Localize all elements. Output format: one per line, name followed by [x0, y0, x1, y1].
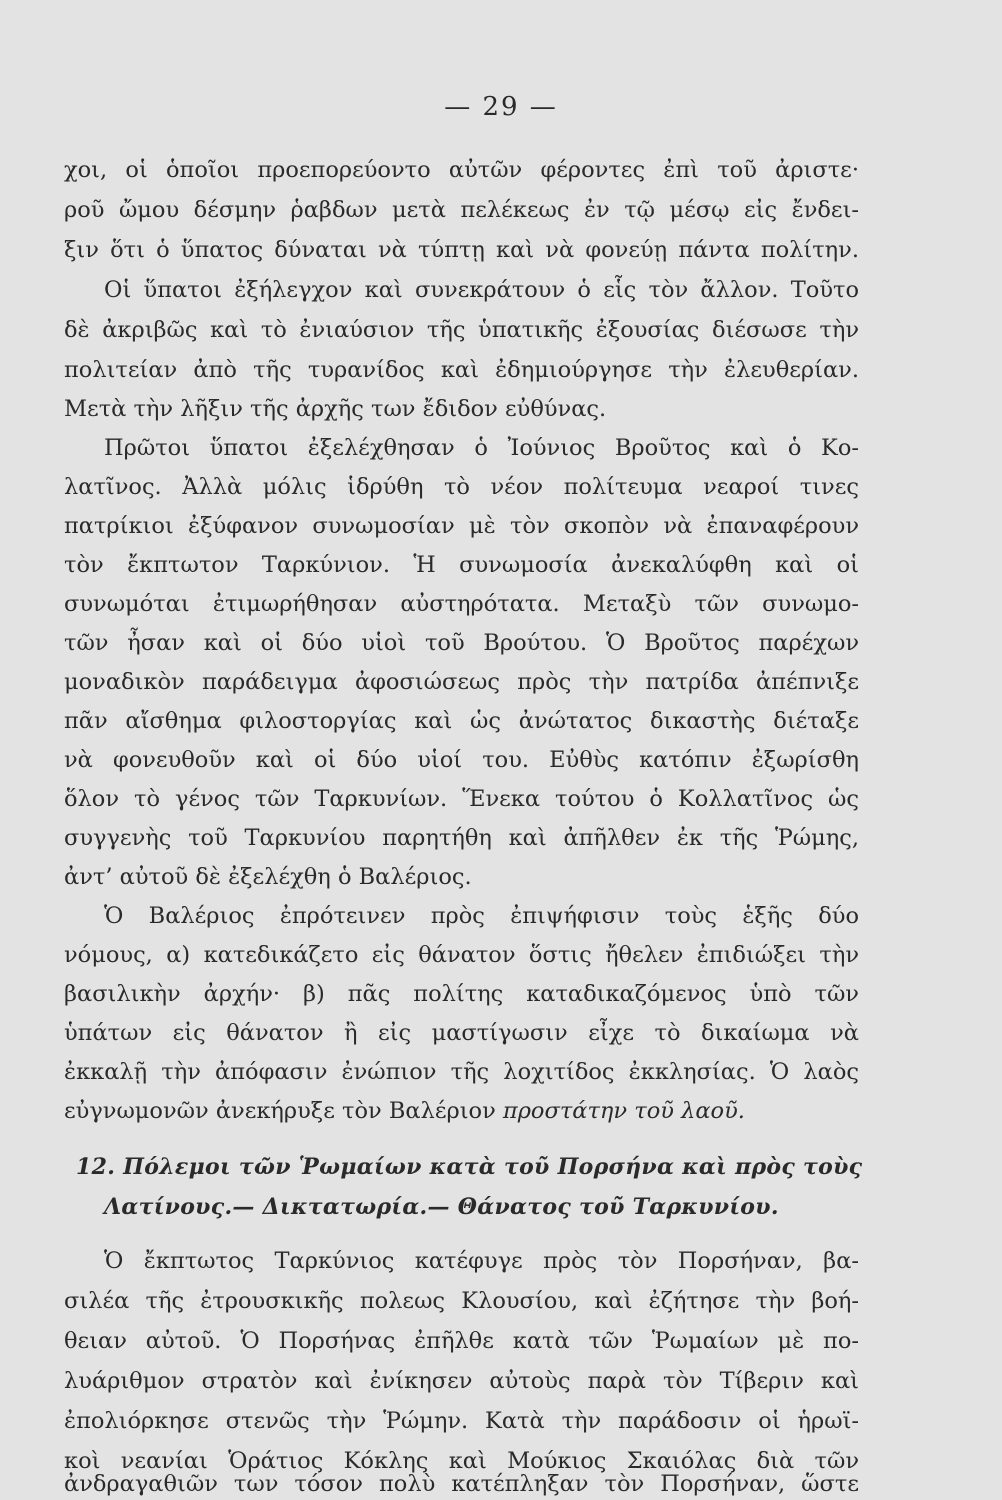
text-line: νὰ φονευθοῦν καὶ οἱ δύο υἱοί του. Εὐθὺς κατόπιν ἐξωρίσθη [64, 747, 859, 773]
text-line: λυάριθμον στρατὸν καὶ ἐνίκησεν αὐτοὺς παρὰ τὸν Τίβεριν καὶ [64, 1368, 859, 1394]
text-line-start: εὐγνωμονῶν ἀνεκήρυξε τὸν Βαλέριον [64, 1098, 496, 1124]
text-line: ὑπάτων εἰς θάνατον ἢ εἰς μαστίγωσιν εἶχε τὸ δικαίωμα νὰ [64, 1020, 859, 1046]
text-line: Πρῶτοι ὕπατοι ἐξελέχθησαν ὁ Ἰούνιος Βροῦτος καὶ ὁ Κο- [104, 435, 859, 461]
text-line: Ὁ Βαλέριος ἐπρότεινεν πρὸς ἐπιψήφισιν τοὺς ἑξῆς δύο [104, 903, 859, 929]
page-number: — 29 — [444, 92, 558, 122]
text-line: ὅλον τὸ γένος τῶν Ταρκυνίων. Ἕνεκα τούτου ὁ Κολλατῖνος ὡς [64, 786, 859, 812]
text-line: Οἱ ὕπατοι ἐξήλεγχον καὶ συνεκράτουν ὁ εἷς τὸν ἄλλον. Τοῦτο [104, 277, 859, 303]
text-line: τὸν ἔκπτωτον Ταρκύνιον. Ἡ συνωμοσία ἀνεκαλύφθη καὶ οἱ [64, 552, 859, 578]
text-line: πᾶν αἴσθημα φιλοστοργίας καὶ ὡς ἀνώτατος δικαστὴς διέταξε [64, 708, 859, 734]
text-line: μοναδικὸν παράδειγμα ἀφοσιώσεως πρὸς τὴν πατρίδα ἀπέπνιξε [64, 669, 859, 695]
text-line: Ὁ ἔκπτωτος Ταρκύνιος κατέφυγε πρὸς τὸν Πορσήναν, βα- [104, 1248, 859, 1274]
section-heading-continuation: Λατίνους.— Δικτατωρία.— Θάνατος τοῦ Ταρκυνίου. [104, 1194, 779, 1220]
text-line [64, 1096, 859, 1126]
text-line: συγγενὴς τοῦ Ταρκυνίου παρητήθη καὶ ἀπῆλθεν ἐκ τῆς Ῥώμης, [64, 825, 859, 851]
text-line: βασιλικὴν ἀρχήν· β) πᾶς πολίτης καταδικαζόμενος ὑπὸ τῶν [64, 981, 859, 1007]
text-line: ἀνδραγαθιῶν των τόσον πολὺ κατέπληξαν τὸν Πορσήναν, ὥστε [64, 1471, 859, 1497]
text-line: ροῦ ὤμου δέσμην ῥαβδων μετὰ πελέκεως ἐν τῷ μέσῳ εἰς ἔνδει- [64, 197, 859, 223]
text-line: λατῖνος. Ἀλλὰ μόλις ἱδρύθη τὸ νέον πολίτευμα νεαροί τινες [64, 474, 859, 500]
text-line: ἀντ’ αὐτοῦ δὲ ἐξελέχθη ὁ Βαλέριος. [64, 864, 472, 890]
text-line: πολιτείαν ἀπὸ τῆς τυρανίδος καὶ ἐδημιούργησε τὴν ἐλευθερίαν. [64, 357, 859, 383]
text-line: δὲ ἀκριβῶς καὶ τὸ ἐνιαύσιον τῆς ὑπατικῆς ἐξουσίας διέσωσε τὴν [64, 317, 859, 343]
text-line: σιλέα τῆς ἐτρουσκικῆς πολεως Κλουσίου, καὶ ἐζήτησε τὴν βοή- [64, 1288, 859, 1314]
text-line: συνωμόται ἐτιμωρήθησαν αὐστηρότατα. Μεταξὺ τῶν συνωμο- [64, 591, 859, 617]
text-line: θειαν αὐτοῦ. Ὁ Πορσήνας ἐπῆλθε κατὰ τῶν Ῥωμαίων μὲ πο- [64, 1328, 859, 1354]
text-line: ἐπολιόρκησε στενῶς τὴν Ῥώμην. Κατὰ τὴν παράδοσιν οἱ ἡρωϊ- [64, 1408, 859, 1434]
text-line: πατρίκιοι ἐξύφανον συνωμοσίαν μὲ τὸν σκοπὸν νὰ ἐπαναφέρουν [64, 513, 859, 539]
text-line: κοὶ νεανίαι Ὁράτιος Κόκλης καὶ Μούκιος Σκαιόλας διὰ τῶν [64, 1448, 859, 1474]
section-heading: 12. Πόλεμοι τῶν Ῥωμαίων κατὰ τοῦ Πορσήνα καὶ πρὸς τοὺς [76, 1154, 863, 1180]
text-line: νόμους, α) κατεδικάζετο εἰς θάνατον ὅστις ἤθελεν ἐπιδιώξει τὴν [64, 942, 859, 968]
text-line: τῶν ἦσαν καὶ οἱ δύο υἱοὶ τοῦ Βρούτου. Ὁ Βροῦτος παρέχων [64, 630, 859, 656]
text-line: ξιν ὅτι ὁ ὕπατος δύναται νὰ τύπτῃ καὶ νὰ φονεύῃ πάντα πολίτην. [64, 237, 859, 263]
text-line: χοι, οἱ ὁποῖοι προεπορεύοντο αὐτῶν φέροντες ἐπὶ τοῦ ἀριστε· [64, 157, 859, 183]
text-line: ἐκκαλῇ τὴν ἀπόφασιν ἐνώπιον τῆς λοχιτίδος ἐκκλησίας. Ὁ λαὸς [64, 1059, 859, 1085]
italic-phrase: προστάτην τοῦ λαοῦ. [502, 1098, 745, 1124]
text-line: Μετὰ τὴν λῆξιν τῆς ἀρχῆς των ἔδιδον εὐθύνας. [64, 396, 607, 422]
